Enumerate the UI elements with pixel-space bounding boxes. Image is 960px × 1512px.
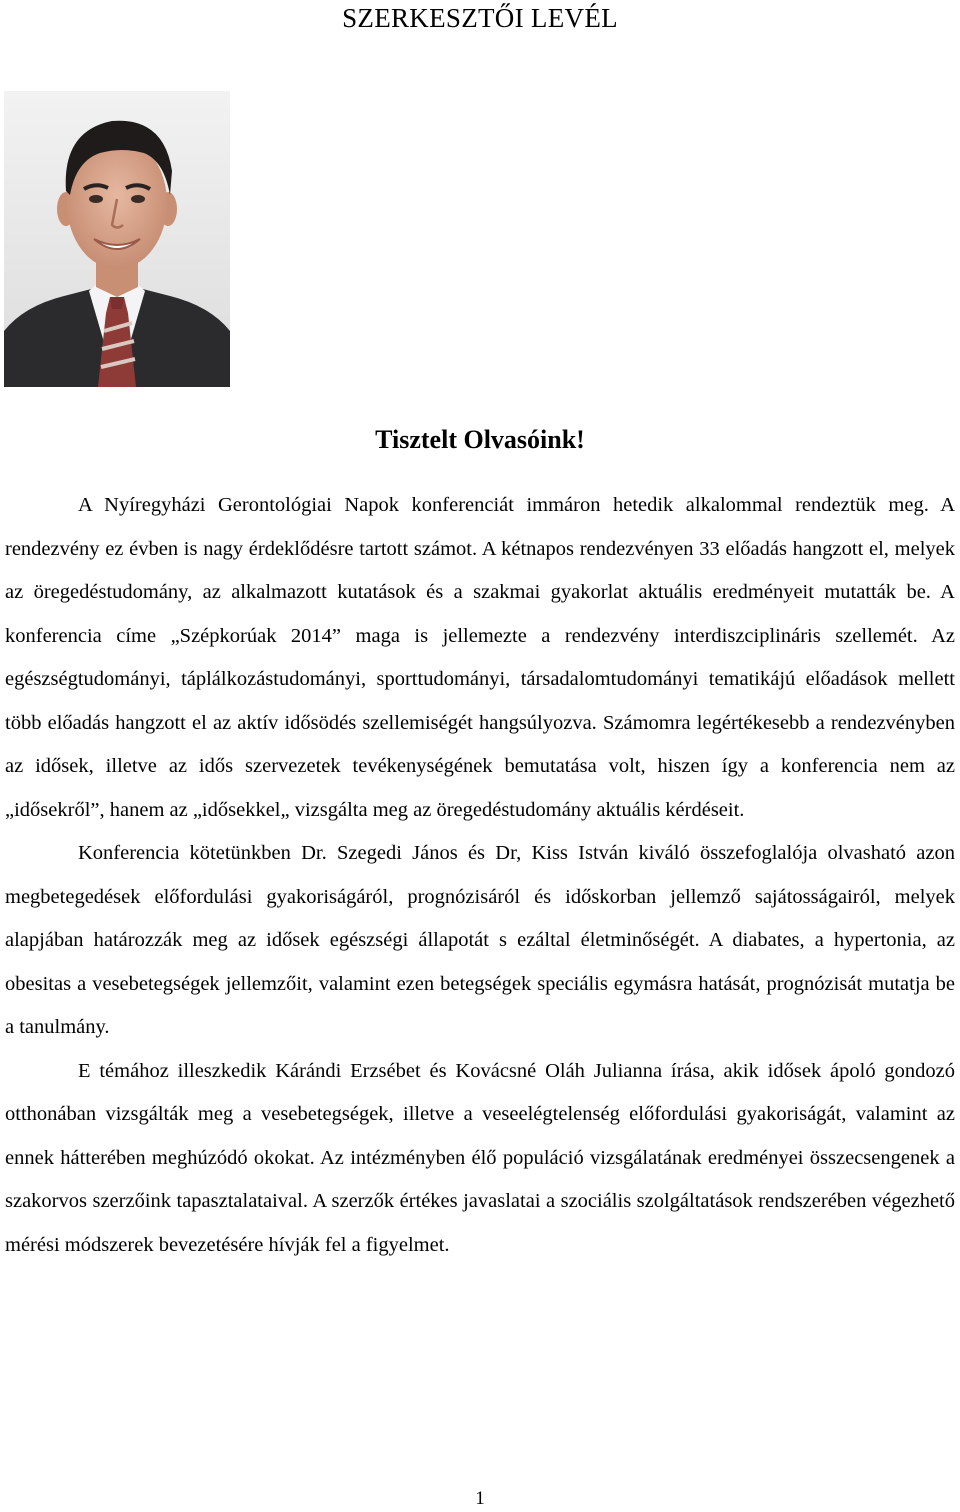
paragraph: A Nyíregyházi Gerontológiai Napok konferenciát immáron hetedik alkalommal rendeztük meg. A rendezvény ez évben is nagy érdeklődésre tartott számot. A kétnapos rendezvényen 33 előadás hangzott el, melyek az öregedéstudomány, az alkalmazott kutatások és a szakmai gyakorlat aktuális eredményeit mutatták be. A konferencia címe „Szépkorúak 2014” maga is jellemezte a rendezvény interdiszciplináris szellemét. Az egészségtudományi, táplálkozástudományi, sporttudományi, társadalomtudományi tematikájú előadások mellett több előadás hangzott el az aktív idősödés szellemiségét hangsúlyozva. Számomra legértékesebb a rendezvényben az idősek, illetve az idős szervezetek tevékenységének bemutatása volt, hiszen így a konferencia nem az „idősekről”, hanem az „idősekkel„ vizsgálta meg az öregedéstudomány aktuális kérdéseit. xyxy=(5,494,955,821)
page-title: SZERKESZTŐI LEVÉL xyxy=(342,3,618,33)
paragraph: Konferencia kötetünkben Dr. Szegedi János és Dr, Kiss István kiváló összefoglalója olvasható azon megbetegedések előfordulási gyakoriságáról, prognózisáról és időskorban jellemző sajátosságairól, melyek alapjában határozzák meg az idősek egészségi állapotát s ezáltal életminőségét. A diabates, a hypertonia, az obesitas a vesebetegségek jellemzőit, valamint ezen betegségek speciális egymásra hatását, prognózisát mutatja be a tanulmány. xyxy=(5,842,955,1038)
letter-body xyxy=(5,484,955,1267)
page-number: 1 xyxy=(475,1488,485,1509)
author-portrait-image xyxy=(4,91,230,387)
paragraph: E témához illeszkedik Kárándi Erzsébet és Kovácsné Oláh Julianna írása, akik idősek ápoló gondozó otthonában vizsgálták meg a vesebetegségek, illetve a veseelégtelenség előfordulási gyakoriságát, valamint az ennek hátterében meghúzódó okokat. Az intézményben élő populáció vizsgálatának eredményei összecsengenek a szakorvos szerzőink tapasztalataival. A szerzők értékes javaslatai a szociális szolgáltatások rendszerében végezhető mérési módszerek bevezetésére hívják fel a figyelmet. xyxy=(5,1059,955,1256)
salutation-heading: Tisztelt Olvasóink! xyxy=(375,425,585,454)
